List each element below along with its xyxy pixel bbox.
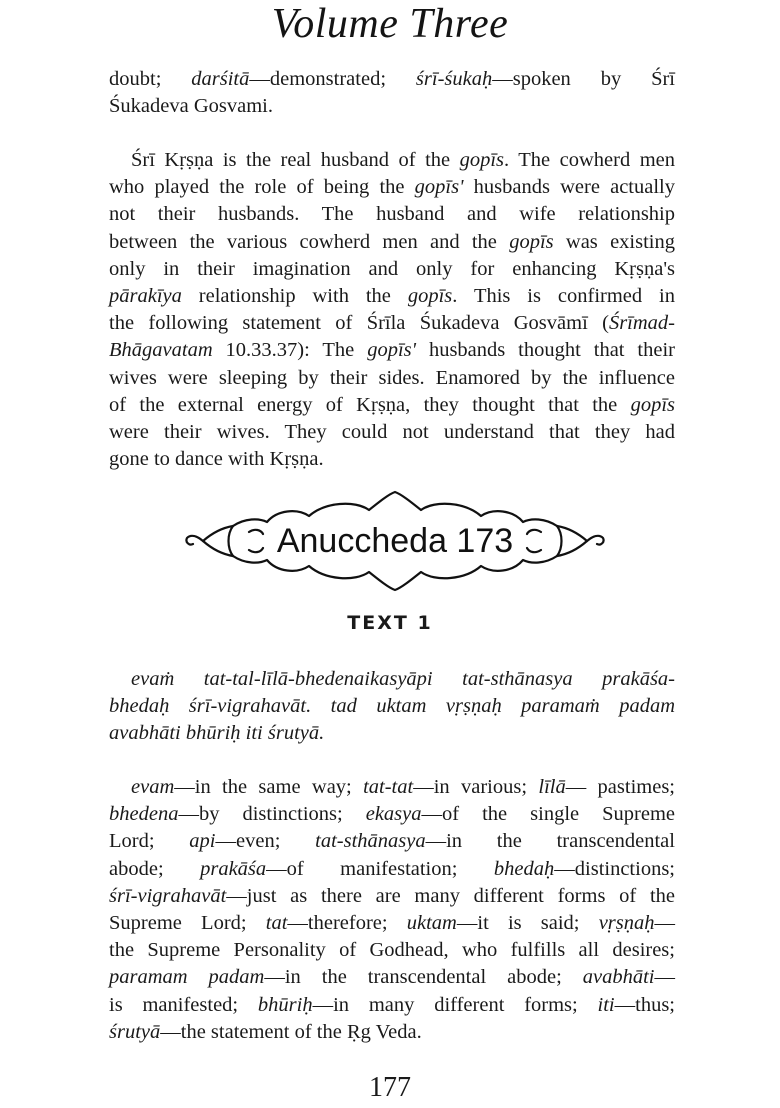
paragraph-line: Śrī Kṛṣṇa is the real husband of the gopīs. The cowherd men: [131, 149, 675, 171]
paragraph-line: of the external energy of Kṛṣṇa, they thought that the gopīs: [109, 393, 675, 416]
gloss-line: Lord; api—even; tat-sthānasya—in the transcendental: [109, 830, 675, 853]
anuccheda-title: Anuccheda 173: [276, 522, 514, 560]
verse-line: avabhāti bhūriḥ iti śrutyā.: [109, 722, 325, 745]
paragraph-line: who played the role of being the gopīs' husbands were actually: [109, 176, 675, 199]
verse-line: bhedaḥ śrī-vigrahavāt. tad uktam vṛṣṇaḥ paramaṁ padam: [109, 695, 675, 718]
gloss-line: śrī-vigrahavāt—just as there are many different forms of the: [109, 884, 675, 907]
sanskrit-verse: [109, 666, 675, 748]
paragraph-line: only in their imagination and only for enhancing Kṛṣṇa's: [109, 257, 675, 280]
purport-paragraph: [109, 147, 675, 473]
gloss-line: śrutyā—the statement of the Ṛg Veda.: [109, 1020, 422, 1043]
paragraph-line: were their wives. They could not understand that they had: [109, 420, 675, 443]
running-head-title: Volume Three: [271, 1, 509, 47]
paragraph-line: wives were sleeping by their sides. Enamored by the influence: [109, 366, 675, 389]
paragraph-line: gone to dance with Kṛṣṇa.: [109, 448, 324, 471]
gloss-line: bhedena—by distinctions; ekasya—of the single Supreme: [109, 803, 675, 826]
paragraph-line: between the various cowherd men and the gopīs was existing: [109, 230, 675, 253]
text-number-heading: TEXT 1: [347, 612, 433, 634]
paragraph-line: not their husbands. The husband and wife relationship: [109, 203, 675, 226]
paragraph-line: doubt; darśitā—demonstrated; śrī-śukaḥ—spoken by Śrī: [109, 68, 675, 90]
gloss-line: abode; prakāśa—of manifestation; bhedaḥ—distinctions;: [109, 857, 675, 880]
paragraph-line: the following statement of Śrīla Śukadeva Gosvāmī (Śrīmad-: [109, 312, 675, 335]
word-for-word-gloss: [109, 774, 675, 1046]
paragraph-line: Bhāgavatam 10.33.37): The gopīs' husbands thought that their: [109, 339, 675, 362]
continuation-paragraph: [109, 66, 675, 120]
paragraph-line: Śukadeva Gosvami.: [109, 95, 273, 118]
gloss-line: Supreme Lord; tat—therefore; uktam—it is said; vṛṣṇaḥ—: [109, 911, 675, 934]
page-number: 177: [369, 1072, 411, 1103]
verse-line: evaṁ tat-tal-līlā-bhedenaikasyāpi tat-sthānasya prakāśa-: [131, 668, 675, 690]
gloss-line: paramam padam—in the transcendental abode; avabhāti—: [109, 966, 675, 989]
paragraph-line: pārakīya relationship with the gopīs. This is confirmed in: [109, 284, 675, 307]
section-banner: [185, 488, 605, 594]
gloss-line: is manifested; bhūriḥ—in many different forms; iti—thus;: [109, 993, 675, 1016]
gloss-line: evam—in the same way; tat-tat—in various; līlā— pastimes;: [131, 776, 675, 798]
gloss-line: the Supreme Personality of Godhead, who fulfills all desires;: [109, 939, 675, 962]
